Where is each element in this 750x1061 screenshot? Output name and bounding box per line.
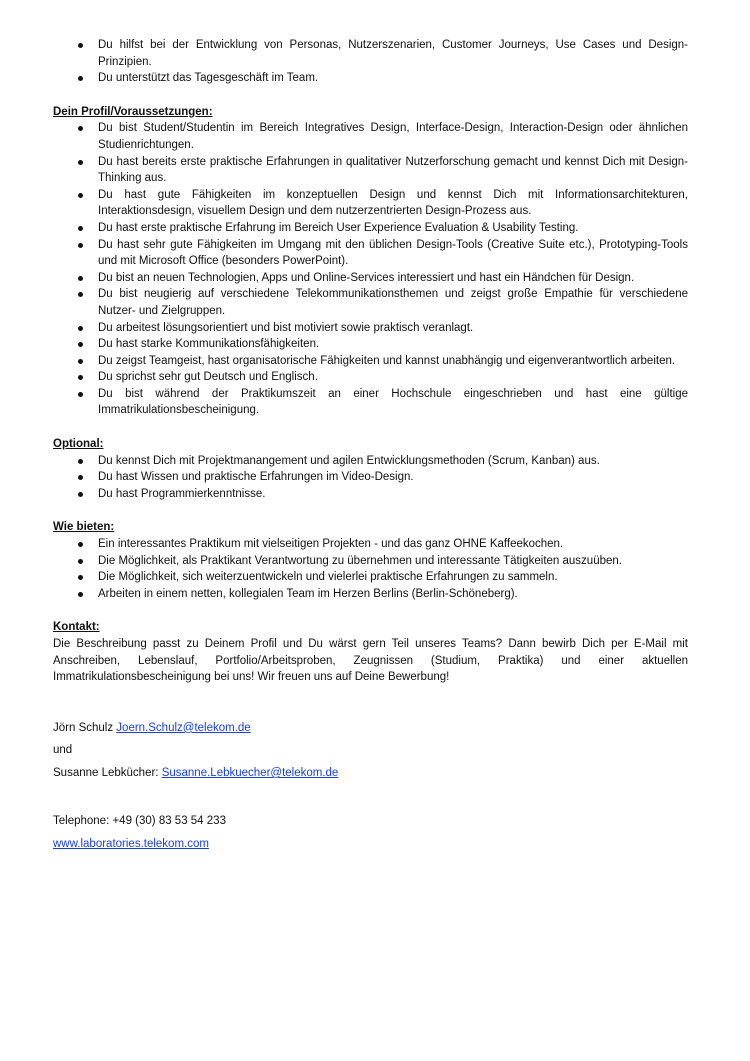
list-item: Die Möglichkeit, sich weiterzuentwickeln und vielerlei praktische Erfahrungen zu sammeln. [53,569,688,586]
list-item: Du unterstützt das Tagesgeschäft im Team. [53,70,688,87]
list-item: Du arbeitest lösungsorientiert und bist motiviert sowie praktisch veranlagt. [53,320,688,337]
document-content [53,37,688,853]
contact-person-2-email-link[interactable]: Susanne.Lebkuecher@telekom.de [161,766,339,779]
telephone-text: Telephone: +49 (30) 83 53 54 233 [53,814,226,827]
list-item: Du hast starke Kommunikationsfähigkeiten. [53,336,688,353]
contact-person-2-name: Susanne Lebkücher: [53,766,159,779]
offer-list [53,536,688,602]
profile-list [53,120,688,419]
list-item: Du hast Programmierkenntnisse. [53,486,688,503]
contact-person-2 [53,765,688,782]
list-item: Du bist während der Praktikumszeit an einer Hochschule eingeschrieben und hast eine gültige Immatrikulationsbescheinigung. [53,386,688,419]
list-item: Du hast sehr gute Fähigkeiten im Umgang mit den üblichen Design-Tools (Creative Suite etc.), Prototyping-Tools und mit Microsoft Office (besonders PowerPoint). [53,237,688,270]
contact-person-1 [53,720,688,737]
contact-heading: Kontakt: [53,621,100,634]
contact-person-1-name: Jörn Schulz [53,721,114,734]
profile-heading: Dein Profil/Voraussetzungen: [53,105,213,118]
list-item: Die Möglichkeit, als Praktikant Verantwortung zu übernehmen und interessante Tätigkeiten auszuüben. [53,553,688,570]
list-item: Du hast bereits erste praktische Erfahrungen in qualitativer Nutzerforschung gemacht und kennst Dich mit Design-Thinking aus. [53,154,688,187]
and-text: und [53,744,73,757]
list-item: Du hast Wissen und praktische Erfahrungen im Video-Design. [53,469,688,486]
list-item: Du sprichst sehr gut Deutsch und Englisch. [53,369,688,386]
optional-heading: Optional: [53,438,104,451]
optional-list [53,453,688,503]
contact-person-1-email-link[interactable]: Joern.Schulz@telekom.de [116,721,251,734]
list-item: Du bist Student/Studentin im Bereich Integratives Design, Interface-Design, Interaction-Design oder ähnlichen Studienrichtungen. [53,120,688,153]
list-item: Du hast erste praktische Erfahrung im Bereich User Experience Evaluation & Usability Testing. [53,220,688,237]
list-item: Arbeiten in einem netten, kollegialen Team im Herzen Berlins (Berlin-Schöneberg). [53,586,688,603]
offer-heading: Wie bieten: [53,521,115,534]
intro-list [53,37,688,87]
list-item: Du hast gute Fähigkeiten im konzeptuellen Design und kennst Dich mit Informationsarchitekturen, Interaktionsdesign, visuellem Design und dem nutzerzentrierten Design-Prozess aus. [53,187,688,220]
website-link[interactable]: www.laboratories.telekom.com [53,838,209,851]
list-item: Du bist an neuen Technologien, Apps und Online-Services interessiert und hast ein Händchen für Design. [53,270,688,287]
list-item: Du zeigst Teamgeist, hast organisatorische Fähigkeiten und kannst unabhängig und eigenverantwortlich arbeiten. [53,353,688,370]
contact-text: Die Beschreibung passt zu Deinem Profil und Du wärst gern Teil unseres Teams? Dann bewirb Dich per E-Mail mit Anschreiben, Lebenslauf, Portfolio/Arbeitsproben, Zeugnissen (Studium, Praktika) und einer aktuellen Immatrikulationsbescheinigung bei uns! Wir freuen uns auf Deine Bewerbung! [53,638,688,684]
list-item: Ein interessantes Praktikum mit vielseitigen Projekten - und das ganz OHNE Kaffeekochen. [53,536,688,553]
list-item: Du hilfst bei der Entwicklung von Personas, Nutzerszenarien, Customer Journeys, Use Cases und Design-Prinzipien. [53,37,688,70]
list-item: Du kennst Dich mit Projektmanangement und agilen Entwicklungsmethoden (Scrum, Kanban) aus. [53,453,688,470]
list-item: Du bist neugierig auf verschiedene Telekommunikationsthemen und zeigst große Empathie für verschiedene Nutzer- und Zielgruppen. [53,286,688,319]
